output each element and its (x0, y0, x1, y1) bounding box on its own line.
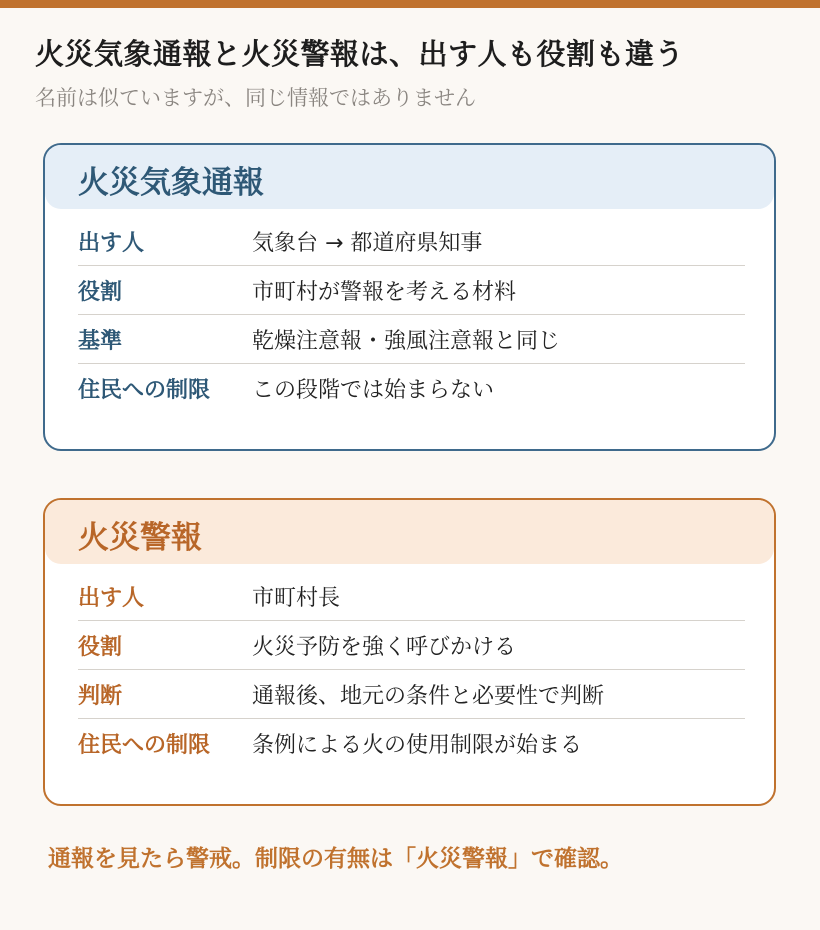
table-row (78, 621, 745, 670)
row-label: 判断 (78, 683, 123, 709)
row-label: 出す人 (78, 230, 145, 256)
row-label: 基準 (78, 328, 123, 354)
info-table (78, 217, 745, 413)
top-accent-bar (0, 0, 820, 8)
table-row (78, 572, 745, 621)
row-value: 火災予防を強く呼びかける (252, 634, 517, 660)
card-title: 火災気象通報 (45, 145, 774, 209)
row-label: 住民への制限 (78, 733, 211, 758)
table-row (78, 364, 745, 413)
card-title: 火災警報 (45, 500, 774, 564)
table-row (78, 670, 745, 719)
card-fire-warning (43, 498, 776, 806)
row-label: 出す人 (78, 585, 145, 611)
card-fire-weather-report (43, 143, 776, 451)
table-row (78, 217, 745, 266)
table-row (78, 719, 745, 768)
row-value: この段階では始まらない (252, 378, 495, 403)
row-value: 市町村長 (252, 585, 341, 611)
info-table (78, 572, 745, 768)
row-value: 通報後、地元の条件と必要性で判断 (252, 683, 605, 709)
row-value: 市町村が警報を考える材料 (252, 279, 517, 305)
row-label: 住民への制限 (78, 378, 211, 403)
page-title: 火災気象通報と火災警報は、出す人も役割も違う (35, 37, 685, 71)
table-row (78, 266, 745, 315)
page-subtitle: 名前は似ていますが、同じ情報ではありません (35, 86, 476, 110)
footer-note: 通報を見たら警戒。制限の有無は「火災警報」で確認。 (48, 846, 623, 872)
table-row (78, 315, 745, 364)
row-value: 条例による火の使用制限が始まる (252, 733, 583, 758)
row-value: 気象台 → 都道府県知事 (252, 230, 483, 256)
row-label: 役割 (78, 634, 123, 660)
row-label: 役割 (78, 279, 123, 305)
row-value: 乾燥注意報・強風注意報と同じ (252, 328, 561, 354)
